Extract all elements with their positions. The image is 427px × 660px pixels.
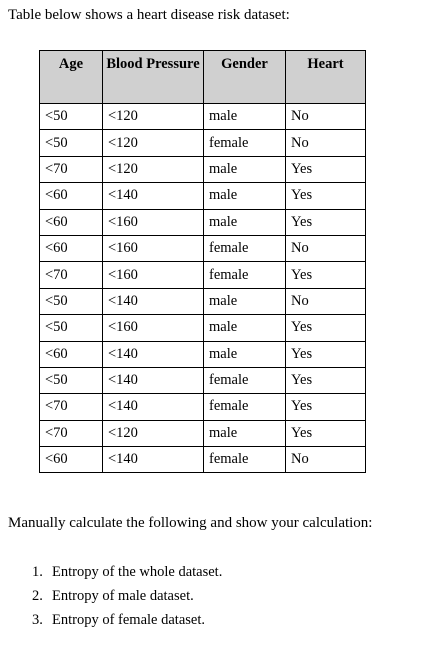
table-row [40, 183, 366, 209]
cell-blood-pressure: <140 [103, 367, 204, 393]
cell-gender: female [204, 130, 286, 156]
cell-heart: No [286, 447, 366, 473]
cell-age: <60 [40, 341, 103, 367]
list-item-text: Entropy of female dataset. [52, 612, 205, 628]
cell-gender: male [204, 288, 286, 314]
cell-gender: male [204, 104, 286, 130]
cell-heart: Yes [286, 156, 366, 182]
cell-age: <70 [40, 394, 103, 420]
cell-gender: male [204, 315, 286, 341]
cell-age: <70 [40, 156, 103, 182]
cell-heart: Yes [286, 341, 366, 367]
cell-heart: Yes [286, 315, 366, 341]
column-header-gender: Gender [204, 51, 286, 104]
column-header-heart: Heart [286, 51, 366, 104]
cell-age: <70 [40, 420, 103, 446]
cell-age: <50 [40, 130, 103, 156]
cell-heart: No [286, 104, 366, 130]
table-row [40, 341, 366, 367]
cell-age: <60 [40, 235, 103, 261]
cell-heart: Yes [286, 367, 366, 393]
cell-age: <60 [40, 183, 103, 209]
table-row [40, 130, 366, 156]
list-item-number: 3. [32, 612, 43, 628]
cell-age: <60 [40, 447, 103, 473]
question-text: Manually calculate the following and show your calculation: [8, 515, 373, 531]
list-item [32, 584, 222, 608]
column-header-age: Age [40, 51, 103, 104]
cell-age: <70 [40, 262, 103, 288]
cell-blood-pressure: <120 [103, 130, 204, 156]
table-row [40, 104, 366, 130]
cell-blood-pressure: <120 [103, 104, 204, 130]
list-item-text: Entropy of the whole dataset. [52, 564, 223, 580]
cell-blood-pressure: <140 [103, 183, 204, 209]
cell-heart: Yes [286, 183, 366, 209]
table-row [40, 447, 366, 473]
cell-heart: Yes [286, 262, 366, 288]
intro-text: Table below shows a heart disease risk dataset: [8, 7, 290, 23]
table-row [40, 156, 366, 182]
list-item-text: Entropy of male dataset. [52, 588, 194, 604]
cell-blood-pressure: <160 [103, 315, 204, 341]
cell-gender: female [204, 262, 286, 288]
cell-blood-pressure: <140 [103, 447, 204, 473]
column-header-blood-pressure: Blood Pressure [103, 51, 204, 104]
cell-blood-pressure: <140 [103, 288, 204, 314]
cell-blood-pressure: <160 [103, 235, 204, 261]
table-row [40, 394, 366, 420]
cell-heart: Yes [286, 394, 366, 420]
cell-age: <50 [40, 104, 103, 130]
cell-gender: male [204, 183, 286, 209]
cell-blood-pressure: <120 [103, 156, 204, 182]
cell-heart: No [286, 130, 366, 156]
heart-disease-risk-table [39, 50, 366, 473]
table-body [40, 104, 366, 473]
cell-blood-pressure: <140 [103, 394, 204, 420]
table-row [40, 262, 366, 288]
task-list [32, 560, 222, 632]
cell-blood-pressure: <160 [103, 262, 204, 288]
cell-gender: male [204, 156, 286, 182]
cell-heart: Yes [286, 209, 366, 235]
table-row [40, 420, 366, 446]
cell-age: <60 [40, 209, 103, 235]
list-item [32, 608, 222, 632]
cell-blood-pressure: <160 [103, 209, 204, 235]
table-row [40, 288, 366, 314]
cell-blood-pressure: <120 [103, 420, 204, 446]
cell-blood-pressure: <140 [103, 341, 204, 367]
table-header-row [40, 51, 366, 104]
cell-gender: male [204, 420, 286, 446]
cell-age: <50 [40, 288, 103, 314]
cell-heart: No [286, 235, 366, 261]
cell-gender: female [204, 447, 286, 473]
cell-gender: female [204, 235, 286, 261]
cell-gender: female [204, 367, 286, 393]
cell-heart: Yes [286, 420, 366, 446]
cell-age: <50 [40, 367, 103, 393]
list-item-number: 1. [32, 564, 43, 580]
table-row [40, 367, 366, 393]
table-row [40, 315, 366, 341]
cell-age: <50 [40, 315, 103, 341]
cell-heart: No [286, 288, 366, 314]
table-row [40, 209, 366, 235]
table-row [40, 235, 366, 261]
cell-gender: male [204, 209, 286, 235]
cell-gender: male [204, 341, 286, 367]
cell-gender: female [204, 394, 286, 420]
list-item-number: 2. [32, 588, 43, 604]
list-item [32, 560, 222, 584]
